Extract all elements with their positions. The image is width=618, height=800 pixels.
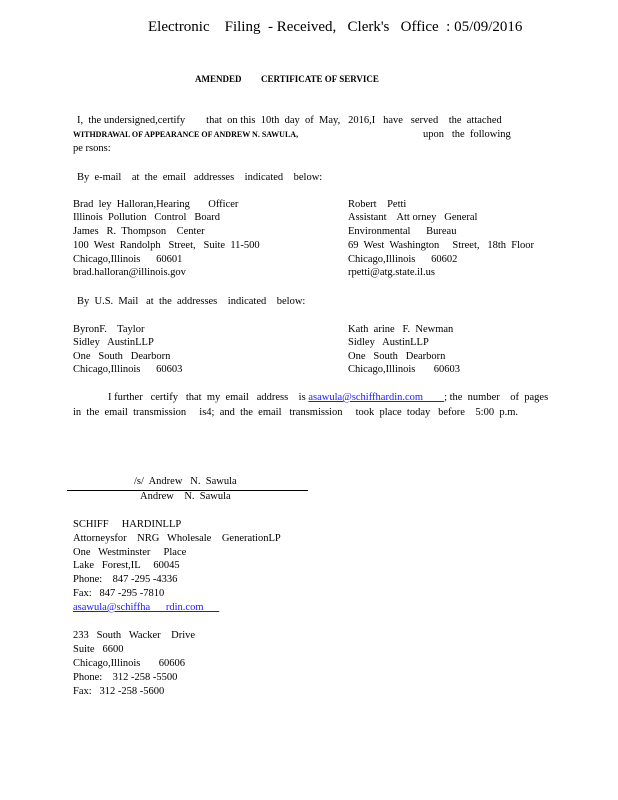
intro-persons: pe rsons: <box>73 143 111 154</box>
certificate-title: CERTIFICATE OF SERVICE <box>261 74 379 84</box>
firm-phone: Phone: 847 -295 -4336 <box>73 574 178 585</box>
recipient-line: Chicago,Illinois 60603 <box>348 364 460 375</box>
recipient-line: Illinois Pollution Control Board <box>73 212 221 223</box>
signature-text: /s/ Andrew N. Sawula <box>134 476 237 487</box>
mail-section-heading: By U.S. Mail at the addresses indicated below: <box>77 296 306 307</box>
certify-line <box>108 393 548 404</box>
recipient-line: 69 West Washington Street, 18th Floor <box>348 240 535 251</box>
certify-text: ; the number of pages <box>444 392 549 403</box>
firm-line: Attorneysfor NRG Wholesale GenerationLP <box>73 533 281 544</box>
recipient-email: rpetti@atg.state.il.us <box>348 267 435 278</box>
recipient-line: Sidley AustinLLP <box>73 337 154 348</box>
amended-title: AMENDED <box>195 74 242 84</box>
recipient-line: ByronF. Taylor <box>73 324 145 335</box>
recipient-line: Chicago,Illinois 60602 <box>348 254 458 265</box>
email-section-heading: By e-mail at the email addresses indicated below: <box>77 172 323 183</box>
recipient-line: Assistant Att orney General <box>348 212 478 223</box>
office-line: Chicago,Illinois 60606 <box>73 658 185 669</box>
recipient-line: Brad ley Halloran,Hearing Officer <box>73 199 239 210</box>
office-line: Suite 6600 <box>73 644 124 655</box>
office-line: 233 South Wacker Drive <box>73 630 196 641</box>
signatory-name: Andrew N. Sawula <box>140 491 231 502</box>
recipient-line: 100 West Randolph Street, Suite 11-500 <box>73 240 260 251</box>
firm-line: One Westminster Place <box>73 547 187 558</box>
certify-text: I further certify that my email address is <box>108 392 306 403</box>
recipient-line: Robert Petti <box>348 199 407 210</box>
recipient-line: James R. Thompson Center <box>73 226 205 237</box>
recipient-line: Kath arine F. Newman <box>348 324 454 335</box>
recipient-line: Sidley AustinLLP <box>348 337 429 348</box>
recipient-line: Chicago,Illinois 60601 <box>73 254 183 265</box>
firm-line: SCHIFF HARDINLLP <box>73 519 182 530</box>
certify-line-2: in the email transmission is4; and the email transmission took place today before 5:00 p.m. <box>73 407 519 418</box>
recipient-email: brad.halloran@illinois.gov <box>73 267 186 278</box>
office-fax: Fax: 312 -258 -5600 <box>73 686 165 697</box>
firm-line: Lake Forest,IL 60045 <box>73 560 180 571</box>
recipient-line: One South Dearborn <box>348 351 446 362</box>
recipient-line: Environmental Bureau <box>348 226 457 237</box>
firm-email-link[interactable]: asawula@schiffha rdin.com <box>73 602 220 613</box>
certify-email-link[interactable]: asawula@schiffhardin.com <box>308 392 445 403</box>
recipient-line: Chicago,Illinois 60603 <box>73 364 183 375</box>
intro-upon: upon the following <box>423 129 511 140</box>
firm-fax: Fax: 847 -295 -7810 <box>73 588 165 599</box>
intro-line: I, the undersigned,certify that on this 10th day of May, 2016,I have served the attached <box>77 115 502 126</box>
office-phone: Phone: 312 -258 -5500 <box>73 672 178 683</box>
document-name: WITHDRAWAL OF APPEARANCE OF ANDREW N. SAWULA, <box>73 130 299 139</box>
filing-header: Electronic Filing - Received, Clerk's Office : 05/09/2016 <box>148 19 523 35</box>
recipient-line: One South Dearborn <box>73 351 171 362</box>
